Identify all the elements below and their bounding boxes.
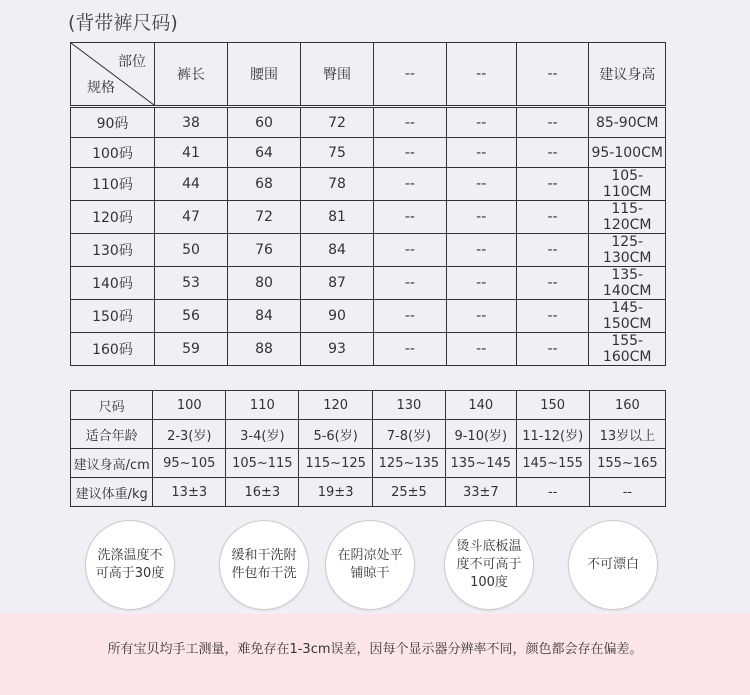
table-header-row	[71, 43, 666, 106]
table-cell: 125-130CM	[589, 234, 666, 267]
table-cell: 110	[226, 391, 299, 420]
table-cell: 60	[227, 108, 300, 138]
table-cell: --	[446, 267, 516, 300]
table-cell: 81	[301, 201, 374, 234]
corner-label-spec: 规格	[87, 80, 115, 96]
row-label-cell: 建议体重/kg	[71, 478, 153, 507]
table-cell: --	[516, 234, 589, 267]
table-cell: 160	[589, 391, 665, 420]
age-chart-table	[70, 390, 666, 507]
table-cell: 47	[154, 201, 227, 234]
table-cell: 135-140CM	[589, 267, 666, 300]
table-cell: 84	[227, 300, 300, 333]
table-cell: 53	[154, 267, 227, 300]
header-cell: 建议身高	[589, 43, 666, 106]
table-cell: 76	[227, 234, 300, 267]
table-cell: 85-90CM	[589, 108, 666, 138]
table-cell: 68	[227, 168, 300, 201]
table-cell: --	[374, 300, 447, 333]
table-row	[71, 138, 666, 168]
size-label-cell: 90码	[71, 108, 155, 138]
care-instructions	[0, 520, 750, 610]
care-text: 烫斗底板温度不可高于100度	[456, 539, 522, 590]
table-cell: --	[446, 138, 516, 168]
table-row	[71, 168, 666, 201]
table-cell: --	[374, 168, 447, 201]
table-cell: --	[446, 333, 516, 366]
table-cell: 56	[154, 300, 227, 333]
care-text: 不可漂白	[586, 557, 639, 572]
table-cell: 13岁以上	[589, 420, 665, 449]
table-cell: --	[374, 138, 447, 168]
table-row	[71, 234, 666, 267]
table-cell: --	[516, 108, 589, 138]
table-cell: --	[374, 108, 447, 138]
table-cell: 25±5	[372, 478, 445, 507]
table-row	[71, 420, 666, 449]
table-cell: --	[374, 267, 447, 300]
table-cell: 150	[516, 391, 589, 420]
table-cell: --	[446, 168, 516, 201]
header-cell: 裤长	[154, 43, 227, 106]
row-label-cell: 建议身高/cm	[71, 449, 153, 478]
table-cell: 44	[154, 168, 227, 201]
table-cell: 105~115	[226, 449, 299, 478]
table-row	[71, 391, 666, 420]
size-label-cell: 100码	[71, 138, 155, 168]
table-cell: 90	[301, 300, 374, 333]
table-cell: 50	[154, 234, 227, 267]
table-cell: --	[374, 333, 447, 366]
size-label-cell: 160码	[71, 333, 155, 366]
table-cell: 145~155	[516, 449, 589, 478]
footer-note: 所有宝贝均手工测量，难免存在1-3cm误差，因每个显示器分辨率不同，颜色都会存在偏差。	[107, 642, 643, 657]
table-cell: --	[516, 300, 589, 333]
table-cell: 11-12(岁)	[516, 420, 589, 449]
table-cell: 130	[372, 391, 445, 420]
row-label-cell: 尺码	[71, 391, 153, 420]
table-cell: 19±3	[299, 478, 372, 507]
size-label-cell: 120码	[71, 201, 155, 234]
table-row	[71, 201, 666, 234]
table-cell: 95~105	[153, 449, 226, 478]
size-label-cell: 150码	[71, 300, 155, 333]
table-cell: 78	[301, 168, 374, 201]
table-cell: --	[516, 267, 589, 300]
table-cell: 3-4(岁)	[226, 420, 299, 449]
table-cell: --	[516, 201, 589, 234]
header-cell: --	[446, 43, 516, 106]
table-cell: 100	[153, 391, 226, 420]
table-cell: 7-8(岁)	[372, 420, 445, 449]
header-cell: --	[374, 43, 447, 106]
table-cell: --	[516, 478, 589, 507]
table-row	[71, 267, 666, 300]
row-label-cell: 适合年龄	[71, 420, 153, 449]
care-wash-temp	[85, 520, 175, 610]
table-cell: 140	[446, 391, 516, 420]
table-cell: 105-110CM	[589, 168, 666, 201]
table-cell: 72	[227, 201, 300, 234]
table-cell: --	[516, 138, 589, 168]
table-cell: 115-120CM	[589, 201, 666, 234]
table-cell: --	[516, 168, 589, 201]
table-cell: 64	[227, 138, 300, 168]
care-dry-clean	[219, 520, 309, 610]
table-cell: --	[446, 234, 516, 267]
table-cell: --	[374, 201, 447, 234]
table-cell: 88	[227, 333, 300, 366]
table-cell: 2-3(岁)	[153, 420, 226, 449]
table-cell: 120	[299, 391, 372, 420]
table-cell: --	[446, 300, 516, 333]
table-cell: 5-6(岁)	[299, 420, 372, 449]
size-table-body	[71, 108, 666, 366]
table-cell: 59	[154, 333, 227, 366]
table-cell: 41	[154, 138, 227, 168]
table-cell: 155~165	[589, 449, 665, 478]
table-cell: 75	[301, 138, 374, 168]
size-chart-table	[70, 42, 666, 366]
table-row	[71, 108, 666, 138]
table-cell: 87	[301, 267, 374, 300]
corner-label-part: 部位	[117, 54, 146, 70]
table-cell: 72	[301, 108, 374, 138]
header-cell: 腰围	[227, 43, 300, 106]
footer-banner	[0, 614, 750, 695]
care-text: 洗涤温度不可高于30度	[95, 548, 165, 581]
table-cell: 9-10(岁)	[446, 420, 516, 449]
table-cell: 155-160CM	[589, 333, 666, 366]
care-iron	[444, 520, 534, 610]
table-cell: --	[446, 201, 516, 234]
table-row	[71, 449, 666, 478]
header-cell: --	[516, 43, 589, 106]
size-label-cell: 140码	[71, 267, 155, 300]
table-cell: 93	[301, 333, 374, 366]
table-cell: --	[446, 108, 516, 138]
table-row	[71, 300, 666, 333]
table-row	[71, 333, 666, 366]
table-cell: 80	[227, 267, 300, 300]
table-cell: 84	[301, 234, 374, 267]
table-cell: 95-100CM	[589, 138, 666, 168]
size-label-cell: 130码	[71, 234, 155, 267]
table-cell: --	[374, 234, 447, 267]
care-text: 在阴凉处平铺晾干	[337, 548, 403, 581]
page-title: (背带裤尺码)	[68, 12, 178, 34]
care-dry-flat	[325, 520, 415, 610]
table-cell: 13±3	[153, 478, 226, 507]
care-no-bleach	[568, 520, 658, 610]
table-row	[71, 478, 666, 507]
table-cell: --	[516, 333, 589, 366]
table-cell: 115~125	[299, 449, 372, 478]
table-cell: 145-150CM	[589, 300, 666, 333]
table-cell: 38	[154, 108, 227, 138]
table-cell: 33±7	[446, 478, 516, 507]
header-cell: 臀围	[301, 43, 374, 106]
table-cell: 125~135	[372, 449, 445, 478]
care-text: 缓和干洗附件包布干洗	[231, 548, 297, 581]
table-cell: 16±3	[226, 478, 299, 507]
table-cell: 135~145	[446, 449, 516, 478]
age-table-body	[71, 391, 666, 507]
corner-header-cell	[71, 43, 155, 106]
table-cell: --	[589, 478, 665, 507]
size-label-cell: 110码	[71, 168, 155, 201]
